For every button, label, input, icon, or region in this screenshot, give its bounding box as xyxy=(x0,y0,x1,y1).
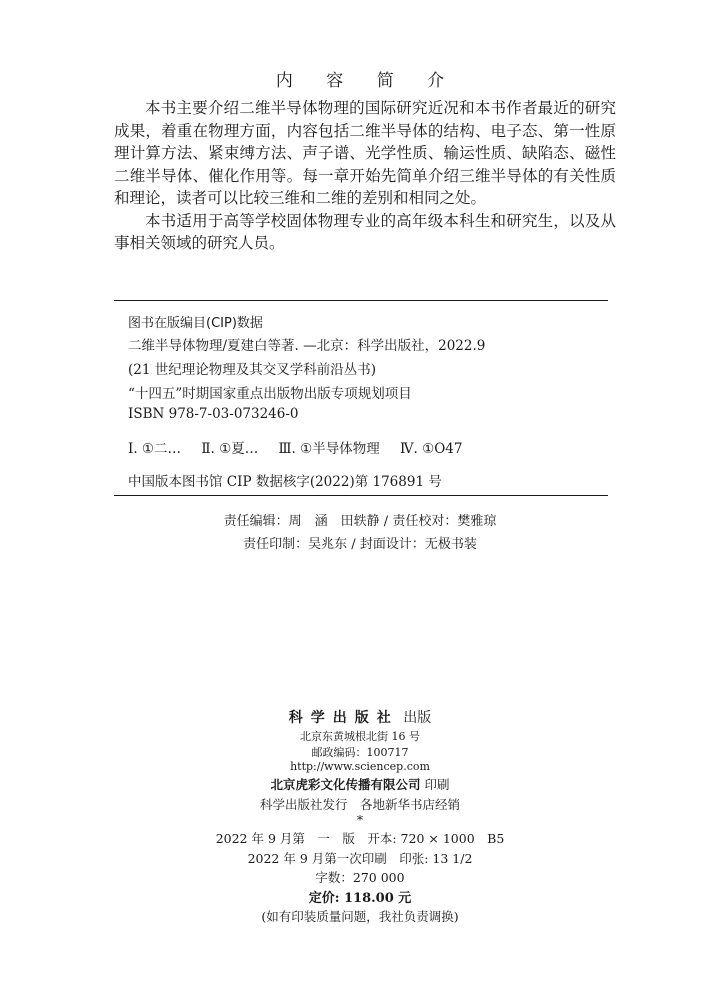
page-title: 内 容 简 介 xyxy=(275,71,459,91)
cip-heading: 图书在版编目(CIP)数据 xyxy=(128,316,263,331)
publisher-name: 科学出版社 xyxy=(288,710,399,726)
summary-paragraph-2: 本书适用于高等学校固体物理专业的高年级本科生和研究生，以及从事相关领域的研究人员。 xyxy=(114,211,616,252)
cip-line-isbn: ISBN 978-7-03-073246-0 xyxy=(128,406,299,422)
cip-line-project: “十四五”时期国家重点出版物出版专项规划项目 xyxy=(128,386,412,402)
publisher-postcode: 邮政编码：100717 xyxy=(311,746,409,759)
publisher-suffix: 出版 xyxy=(398,710,432,726)
summary xyxy=(114,97,616,255)
edition-line: 2022 年 9 月第 一 版 开本: 720 × 1000 B5 xyxy=(215,831,505,846)
distribution-line: 科学出版社发行 各地新华书店经销 xyxy=(259,797,460,812)
printing-line: 2022 年 9 月第一次印刷 印张: 13 1/2 xyxy=(247,851,473,866)
cip-classification xyxy=(128,437,478,457)
publisher-website: http://www.sciencep.com xyxy=(290,760,430,773)
printer-suffix: 印刷 xyxy=(420,777,450,792)
editors-line-1: 责任编辑：周 涵 田轶静 / 责任校对：樊雅琼 xyxy=(223,514,497,529)
cip-line-title: 二维半导体物理/夏建白等著. —北京：科学出版社，2022.9 xyxy=(128,338,486,354)
cip-line-series: (21 世纪理论物理及其交叉学科前沿丛书) xyxy=(128,362,377,378)
printer-line xyxy=(0,775,720,793)
cip-verification: 中国版本图书馆 CIP 数据核字(2022)第 176891 号 xyxy=(128,474,442,490)
printer-name: 北京虎彩文化传播有限公司 xyxy=(270,777,421,792)
separator-star: * xyxy=(356,812,364,827)
editors-line-2: 责任印制：吴兆东 / 封面设计：无极书装 xyxy=(243,537,477,552)
cip-class-3: Ⅲ. ①半导体物理 xyxy=(278,441,380,457)
cip-class-1: Ⅰ. ①二… xyxy=(128,441,182,457)
cip-class-4: Ⅳ. ①O47 xyxy=(400,441,463,457)
word-count: 字数：270 000 xyxy=(315,870,405,885)
publisher-line xyxy=(0,707,720,727)
price: 定价: 118.00 元 xyxy=(308,891,412,906)
publisher-address: 北京东黄城根北街 16 号 xyxy=(300,730,420,743)
cip-class-2: Ⅱ. ①夏… xyxy=(201,441,259,457)
quality-note: (如有印装质量问题，我社负责调换) xyxy=(261,909,459,924)
summary-paragraph-1: 本书主要介绍二维半导体物理的国际研究近况和本书作者最近的研究成果，着重在物理方面，内容包括二维半导体的结构、电子态、第一性原理计算方法、紧束缚方法、声子谱、光学性质、输运性质、缺陷态、磁性二维半导体、催化作用等。每一章开始先简单介绍三维半导体的有关性质和理论，读者可以比较三维和二维的差别和相同之处。 xyxy=(114,99,616,207)
